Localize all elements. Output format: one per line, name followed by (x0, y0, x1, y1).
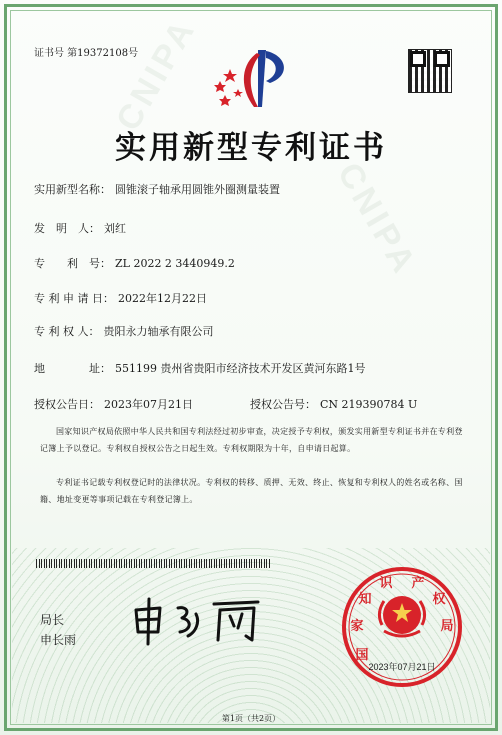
inventor-label: 发 明 人： (34, 222, 100, 235)
notice-paragraph-1: 国家知识产权局依照中华人民共和国专利法经过初步审查，决定授予专利权，颁发实用新型专利证书并在专利登记簿上予以登记。专利权自授权公告之日起生效。专利权期限为十年，自申请日起算。 (40, 427, 463, 453)
grant-date-label: 授权公告日： (34, 398, 100, 411)
grant-number-value: CN 219390784 U (320, 398, 418, 411)
director-name: 申长雨 (40, 633, 77, 647)
svg-text:权: 权 (432, 592, 446, 607)
barcode-icon (36, 559, 271, 568)
filing-date-label: 专 利 申 请 日： (34, 292, 114, 305)
patentee-label: 专 利 权 人： (34, 325, 100, 338)
filing-date-value: 2022年12月22日 (118, 292, 207, 305)
row-patent-number (34, 255, 235, 271)
notice-paragraph-2: 专利证书记载专利权登记时的法律状况。专利权的转移、质押、无效、终止、恢复和专利权人的姓名或名称、国籍、地址变更等事项记载在专利登记簿上。 (40, 478, 463, 504)
svg-text:家: 家 (350, 619, 364, 634)
row-address (34, 360, 366, 376)
svg-text:国: 国 (355, 648, 369, 663)
qr-code-icon (408, 49, 452, 93)
utility-name-value: 圆锥滚子轴承用圆锥外圈测量装置 (115, 183, 280, 196)
address-value: 551199 贵州省贵阳市经济技术开发区黄河东路1号 (115, 362, 366, 375)
patent-number-label: 专 利 号： (34, 257, 111, 270)
row-grant-number (250, 396, 417, 412)
director-signature-icon (130, 596, 265, 646)
director-title: 局长 (40, 613, 65, 627)
svg-text:知: 知 (358, 592, 372, 607)
svg-text:局: 局 (440, 619, 454, 634)
certificate-title: 实用新型专利证书 (115, 130, 387, 166)
grant-number-label: 授权公告号： (250, 398, 316, 411)
utility-name-label: 实用新型名称： (34, 183, 111, 196)
watermark-cnipa: CNIPA (329, 156, 425, 283)
row-grant-date (34, 396, 193, 412)
certificate-number: 证书号 第19372108号 (34, 48, 139, 59)
row-utility-name (34, 181, 280, 197)
inventor-value: 刘红 (104, 222, 126, 235)
row-patentee (34, 323, 214, 339)
grant-date-value: 2023年07月21日 (104, 398, 193, 411)
patent-number-value: ZL 2022 2 3440949.2 (115, 257, 235, 270)
seal-date: 2023年07月21日 (368, 662, 436, 672)
page-indicator: 第1页（共2页） (221, 714, 281, 723)
patentee-value: 贵阳永力轴承有限公司 (103, 325, 214, 338)
address-label: 地 址： (34, 362, 111, 375)
cnipa-logo-icon (200, 45, 300, 115)
svg-text:产: 产 (411, 576, 425, 591)
row-filing-date (34, 290, 207, 306)
watermark-cnipa: CNIPA (108, 11, 204, 138)
svg-text:识: 识 (379, 576, 393, 591)
row-inventor (34, 220, 126, 236)
